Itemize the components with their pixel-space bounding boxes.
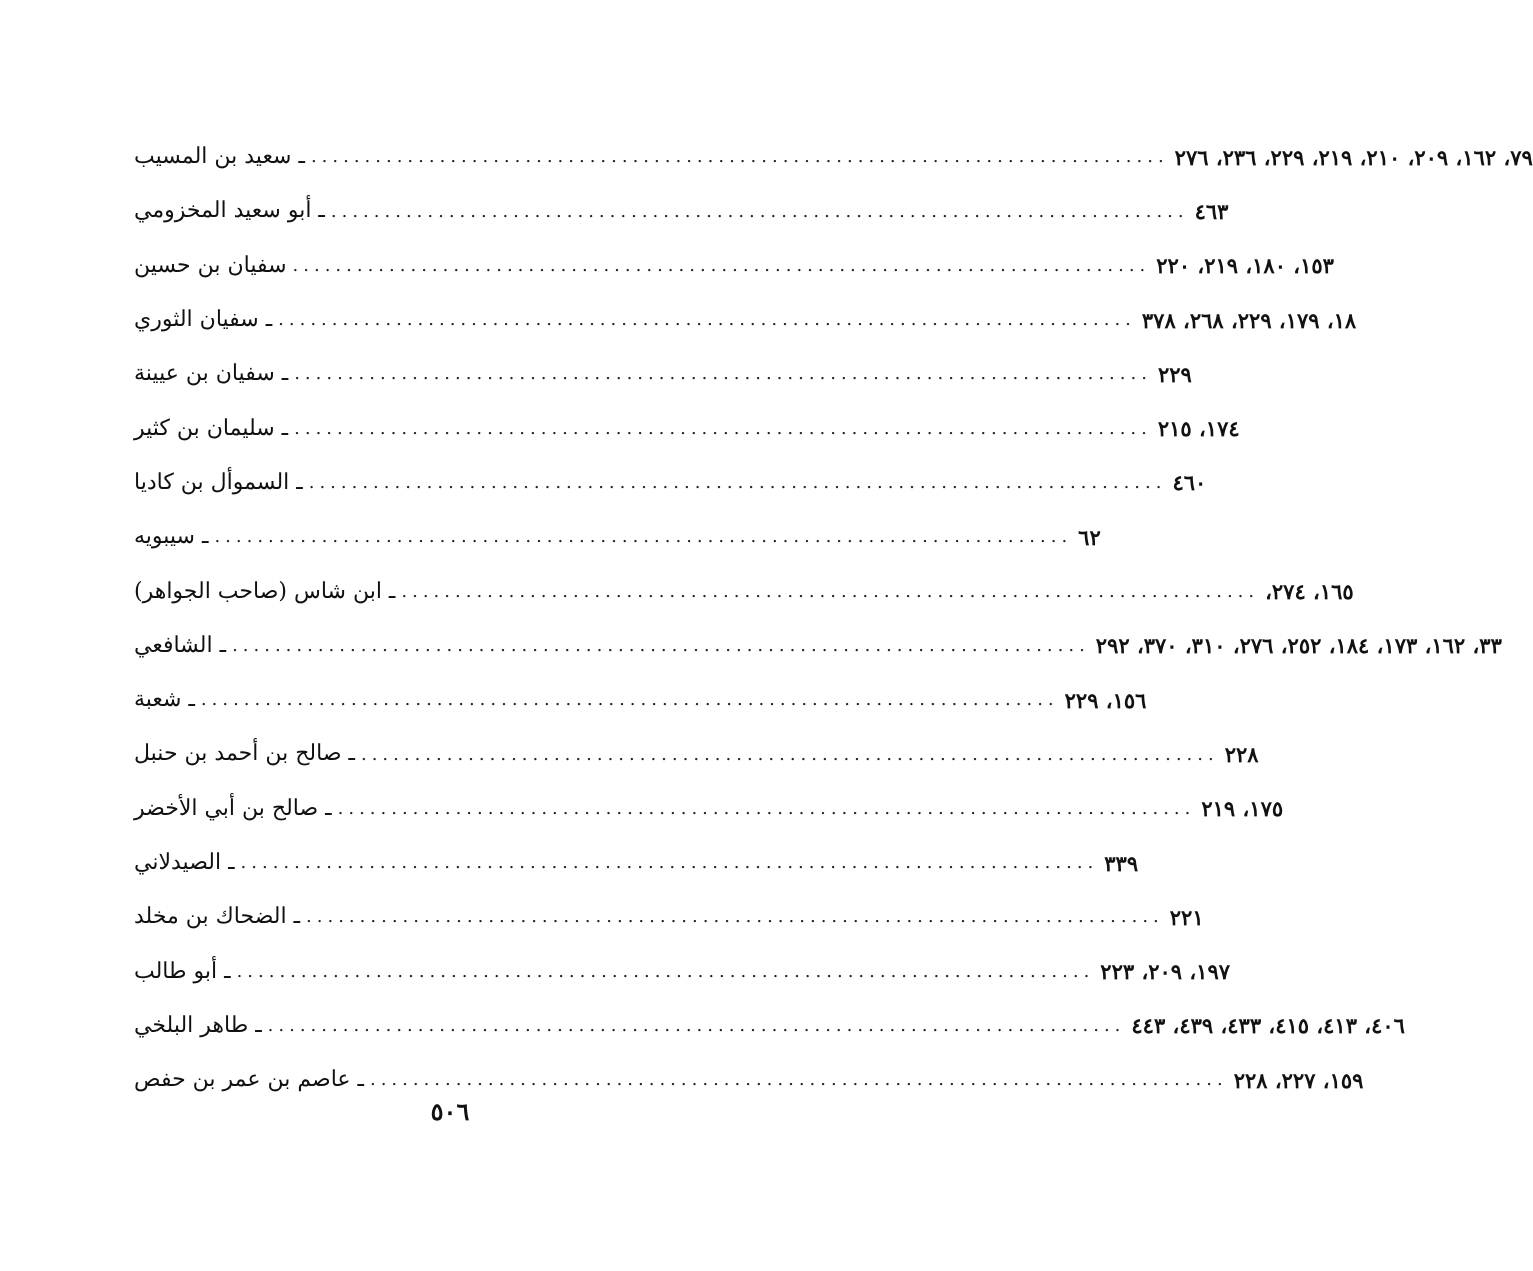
index-entry xyxy=(128,347,1192,401)
entry-name: ـ السموأل بن كاديا xyxy=(134,469,303,495)
index-entry xyxy=(128,401,1240,455)
dot-leader: ................................................................................ xyxy=(330,200,1189,222)
index-entry xyxy=(128,456,1207,510)
entry-pages: ٣٣، ١٦٢، ١٧٣، ١٨٤، ٢٥٢، ٢٧٦، ٣١٠، ٣٧٠، ٢٩٢ xyxy=(1095,633,1502,659)
dot-leader: ................................................................................ xyxy=(232,634,1090,656)
entry-pages: ٧٩، ١٦٢، ٢٠٩، ٢١٠، ٢١٩، ٢٢٩، ٢٣٦، ٢٧٦ xyxy=(1174,144,1533,170)
entry-name: ـ أبو طالب xyxy=(134,958,231,984)
entry-pages: ٢٢٩ xyxy=(1157,361,1192,387)
entry-pages: ١٥٣، ١٨٠، ٢١٩، ٢٢٠ xyxy=(1156,253,1334,279)
dot-leader: ................................................................................ xyxy=(200,689,1059,711)
dot-leader: ................................................................................ xyxy=(278,309,1136,331)
entry-pages: ٤٠٦، ٤١٣، ٤١٥، ٤٣٣، ٤٣٩، ٤٤٣ xyxy=(1131,1013,1405,1039)
index-entry xyxy=(128,564,1354,618)
entry-pages: ١٦٥، ٢٧٤، xyxy=(1265,579,1354,605)
entry-pages: ٢٢١ xyxy=(1169,904,1204,930)
entry-pages: ٦٢ xyxy=(1078,524,1101,550)
page-number: ٥٠٦ xyxy=(430,1097,470,1126)
entry-name: ـ صالح بن أحمد بن حنبل xyxy=(134,741,355,767)
entry-name: ـ أبو سعيد المخزومي xyxy=(134,198,325,224)
index-entry xyxy=(128,239,1334,293)
entry-name: سفيان بن حسين xyxy=(134,252,287,278)
entry-name: ـ طاهر البلخي xyxy=(134,1012,262,1038)
dot-leader: ................................................................................ xyxy=(401,580,1260,602)
dot-leader: ................................................................................ xyxy=(267,1015,1126,1037)
dot-leader: ................................................................................ xyxy=(294,363,1152,385)
index-entry xyxy=(128,999,1405,1053)
index-entry xyxy=(128,836,1139,890)
dot-leader: ................................................................................ xyxy=(308,472,1167,494)
index-entry xyxy=(128,510,1101,564)
index-entry xyxy=(128,944,1231,998)
entry-pages: ١٧٥، ٢١٩ xyxy=(1201,796,1284,822)
index-entry xyxy=(128,184,1229,238)
entry-name: ـ شعبة xyxy=(134,687,195,713)
entry-name: ـ سعيد بن المسيب xyxy=(134,144,305,170)
entry-name: ـ سفيان الثوري xyxy=(134,307,273,333)
index-entry xyxy=(128,673,1147,727)
dot-leader: ................................................................................ xyxy=(294,417,1152,439)
dot-leader: ................................................................................ xyxy=(214,526,1073,548)
entry-name: ـ سيبويه xyxy=(134,524,209,550)
dot-leader: ................................................................................ xyxy=(369,1069,1228,1091)
entry-name: ـ ابن شاس (صاحب الجواهر) xyxy=(134,578,396,604)
index-entry xyxy=(128,619,1502,673)
entry-pages: ١٨، ١٧٩، ٢٢٩، ٢٦٨، ٣٧٨ xyxy=(1141,307,1357,333)
dot-leader: ................................................................................ xyxy=(292,254,1151,276)
entry-name: ـ الشافعي xyxy=(134,632,227,658)
entry-name: ـ سفيان بن عيينة xyxy=(134,361,289,387)
entry-pages: ٢٢٨ xyxy=(1224,741,1259,767)
entry-pages: ١٧٤، ٢١٥ xyxy=(1157,416,1240,442)
dot-leader: ................................................................................ xyxy=(240,852,1099,874)
entry-name: ـ الضحاك بن مخلد xyxy=(134,904,301,930)
index-entry xyxy=(128,130,1533,184)
entry-name: ـ سليمان بن كثير xyxy=(134,415,289,441)
index-entry xyxy=(128,293,1357,347)
entry-pages: ١٥٩، ٢٢٧، ٢٢٨ xyxy=(1233,1067,1364,1093)
index-entry xyxy=(128,727,1259,781)
dot-leader: ................................................................................ xyxy=(337,797,1196,819)
name-index-list xyxy=(128,130,1533,1107)
entry-pages: ١٩٧، ٢٠٩، ٢٢٣ xyxy=(1100,959,1231,985)
entry-name: ـ عاصم بن عمر بن حفص xyxy=(134,1067,364,1093)
entry-pages: ١٥٦، ٢٢٩ xyxy=(1064,687,1147,713)
dot-leader: ................................................................................ xyxy=(310,146,1169,168)
entry-pages: ٤٦٣ xyxy=(1194,198,1229,224)
index-entry xyxy=(128,890,1204,944)
dot-leader: ................................................................................ xyxy=(236,960,1095,982)
index-entry xyxy=(128,782,1284,836)
entry-pages: ٣٣٩ xyxy=(1104,850,1139,876)
dot-leader: ................................................................................ xyxy=(306,906,1164,928)
entry-name: ـ الصيدلاني xyxy=(134,850,235,875)
entry-name: ـ صالح بن أبي الأخضر xyxy=(134,795,332,821)
dot-leader: ................................................................................ xyxy=(360,743,1219,765)
entry-pages: ٤٦٠ xyxy=(1172,470,1207,496)
